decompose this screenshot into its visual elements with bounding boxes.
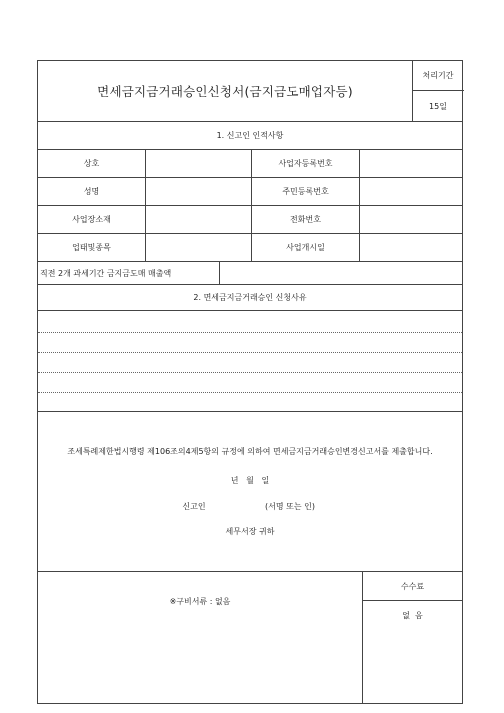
label-resident-reg-number: 주민등록번호 xyxy=(282,187,329,196)
label-phone-number: 전화번호 xyxy=(290,215,321,224)
business-name-field[interactable] xyxy=(146,150,251,177)
label-prior-sales: 직전 2개 과세기간 금지금도매 매출액 xyxy=(40,268,172,278)
reason-line[interactable] xyxy=(38,352,462,353)
label-name: 성명 xyxy=(83,187,100,196)
processing-period-label: 처리기간 xyxy=(422,71,454,80)
signature-note: (서명 또는 인) xyxy=(265,501,315,511)
applicant-label: 신고인 xyxy=(182,501,206,511)
label-business-location: 사업장소재 xyxy=(72,215,111,224)
prior-sales-field[interactable] xyxy=(220,262,462,284)
business-reg-number-field[interactable] xyxy=(360,150,462,177)
divider xyxy=(38,411,462,412)
resident-reg-number-field[interactable] xyxy=(360,178,462,205)
form-title: 면세금지금거래승인신청서(금지금도매업자등) xyxy=(97,84,353,99)
reason-line[interactable] xyxy=(38,392,462,393)
label-business-start-date: 사업개시일 xyxy=(286,243,325,252)
reason-line[interactable] xyxy=(38,332,462,333)
application-form xyxy=(37,60,463,704)
required-documents-note: ※구비서류 : 없음 xyxy=(169,596,231,606)
declaration-statement: 조세특례제한법시행령 제106조의4제5항의 규정에 의하여 면세금지금거래승인변경신고서를 제출합니다. xyxy=(67,446,433,456)
section2-title: 2. 면세금지금거래승인 신청사유 xyxy=(193,293,307,302)
processing-period-value: 15일 xyxy=(429,101,447,111)
date-line: 년 월 일 xyxy=(230,475,270,485)
label-business-name: 상호 xyxy=(83,159,100,168)
business-start-date-field[interactable] xyxy=(360,234,462,261)
column-divider xyxy=(251,150,252,261)
label-business-type: 업태및종목 xyxy=(72,243,111,252)
column-divider xyxy=(145,150,146,261)
reason-line[interactable] xyxy=(38,372,462,373)
fee-value: 없 음 xyxy=(402,611,423,620)
name-field[interactable] xyxy=(146,178,251,205)
section1-title: 1. 신고인 인적사항 xyxy=(216,131,284,140)
column-divider xyxy=(359,150,360,261)
phone-number-field[interactable] xyxy=(360,206,462,233)
divider xyxy=(38,310,462,311)
business-type-field[interactable] xyxy=(146,234,251,261)
business-location-field[interactable] xyxy=(146,206,251,233)
label-business-reg-number: 사업자등록번호 xyxy=(278,159,333,168)
fee-label: 수수료 xyxy=(400,581,425,591)
recipient: 세무서장 귀하 xyxy=(225,526,275,536)
